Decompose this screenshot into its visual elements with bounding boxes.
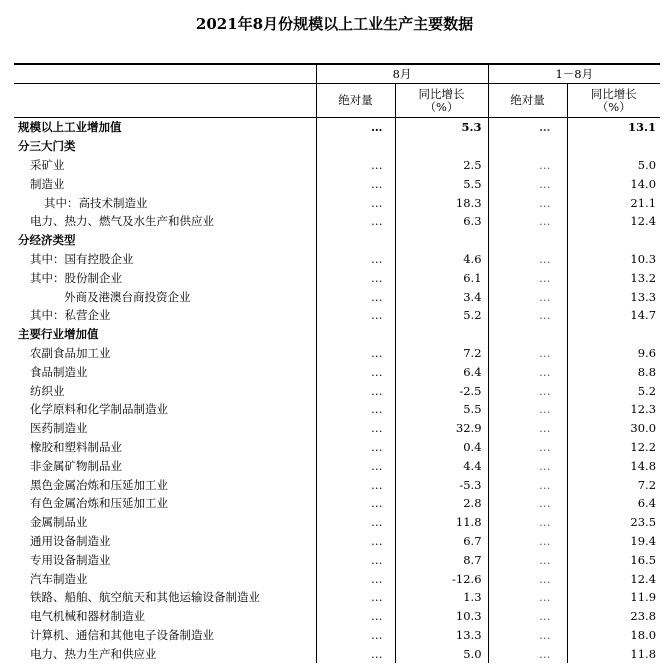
cell-abs-jan-aug: … [488, 250, 567, 269]
cell-abs-jan-aug: … [488, 588, 567, 607]
table-row [14, 607, 660, 626]
cell-yoy-jan-aug: 12.4 [567, 569, 660, 588]
row-label: 其中：国有控股企业 [30, 251, 134, 266]
cell-abs-august: … [316, 250, 395, 269]
cell-abs-jan-aug: … [488, 475, 567, 494]
table-row [14, 475, 660, 494]
row-label: 电力、热力生产和供应业 [30, 646, 157, 661]
header-yoy-jan-aug [567, 84, 660, 118]
cell-abs-jan-aug: … [488, 344, 567, 363]
cell-yoy-august: 5.0 [395, 644, 488, 663]
cell-abs-jan-aug: … [488, 268, 567, 287]
cell-abs-jan-aug: … [488, 626, 567, 645]
cell-yoy-august: 10.3 [395, 607, 488, 626]
table-row [14, 456, 660, 475]
cell-abs-august: … [316, 569, 395, 588]
cell-abs-jan-aug: … [488, 550, 567, 569]
cell-yoy-jan-aug: 13.1 [567, 118, 660, 137]
cell-abs-jan-aug: … [488, 607, 567, 626]
cell-abs-august: … [316, 381, 395, 400]
cell-yoy-august: 6.7 [395, 532, 488, 551]
cell-abs-august: … [316, 400, 395, 419]
cell-yoy-august: 7.2 [395, 344, 488, 363]
table-row [14, 268, 660, 287]
cell-yoy-august: -5.3 [395, 475, 488, 494]
cell-abs-jan-aug: … [488, 287, 567, 306]
header-yoy-unit: （%） [424, 99, 459, 114]
header-blank-2 [14, 84, 316, 118]
cell-abs-august: … [316, 118, 395, 137]
cell-yoy-august: 5.3 [395, 118, 488, 137]
cell-abs-jan-aug: … [488, 118, 567, 137]
cell-yoy-august: 8.7 [395, 550, 488, 569]
header-abs-august: 绝对量 [316, 84, 395, 118]
header-jan-aug: 1－8月 [488, 64, 660, 84]
cell-abs-august: … [316, 607, 395, 626]
row-label: 分三大门类 [18, 139, 76, 154]
cell-yoy-jan-aug: 21.1 [567, 193, 660, 212]
cell-abs-jan-aug: … [488, 156, 567, 175]
cell-yoy-august: 1.3 [395, 588, 488, 607]
cell-yoy-jan-aug: 12.3 [567, 400, 660, 419]
row-label: 铁路、船舶、航空航天和其他运输设备制造业 [30, 590, 260, 605]
header-yoy-august [395, 84, 488, 118]
table-row [14, 532, 660, 551]
row-label: 其中：高技术制造业 [44, 195, 148, 210]
cell-yoy-jan-aug: 30.0 [567, 419, 660, 438]
cell-yoy-jan-aug: 14.7 [567, 306, 660, 325]
cell-yoy-jan-aug: 16.5 [567, 550, 660, 569]
cell-abs-jan-aug: … [488, 306, 567, 325]
cell-yoy-jan-aug: 7.2 [567, 475, 660, 494]
table-row [14, 400, 660, 419]
cell-abs-august [316, 231, 395, 250]
cell-yoy-jan-aug: 13.2 [567, 268, 660, 287]
cell-abs-august: … [316, 475, 395, 494]
cell-yoy-jan-aug: 14.0 [567, 174, 660, 193]
cell-abs-jan-aug: … [488, 438, 567, 457]
row-label: 纺织业 [30, 383, 65, 398]
cell-abs-august [316, 325, 395, 344]
row-label: 医药制造业 [30, 421, 88, 436]
cell-yoy-august: 0.4 [395, 438, 488, 457]
cell-yoy-august: -12.6 [395, 569, 488, 588]
cell-yoy-jan-aug: 6.4 [567, 494, 660, 513]
cell-yoy-august: 11.8 [395, 513, 488, 532]
cell-yoy-august: -2.5 [395, 381, 488, 400]
cell-yoy-august [395, 137, 488, 156]
row-label: 主要行业增加值 [18, 327, 99, 342]
cell-yoy-august: 13.3 [395, 626, 488, 645]
header-yoy-label: 同比增长 [590, 86, 637, 101]
cell-abs-august: … [316, 306, 395, 325]
row-label: 食品制造业 [30, 364, 88, 379]
cell-abs-august: … [316, 644, 395, 663]
row-label: 制造业 [30, 176, 65, 191]
table-row [14, 419, 660, 438]
row-label: 分经济类型 [18, 233, 76, 248]
cell-yoy-august: 6.4 [395, 362, 488, 381]
row-label: 规模以上工业增加值 [18, 120, 122, 135]
row-label: 其中：股份制企业 [30, 270, 122, 285]
cell-yoy-jan-aug [567, 231, 660, 250]
row-label: 通用设备制造业 [30, 533, 111, 548]
cell-abs-jan-aug: … [488, 456, 567, 475]
cell-abs-august: … [316, 456, 395, 475]
cell-abs-august: … [316, 193, 395, 212]
cell-abs-august: … [316, 513, 395, 532]
header-blank [14, 64, 316, 84]
row-label: 电气机械和器材制造业 [30, 609, 145, 624]
cell-abs-august: … [316, 174, 395, 193]
cell-yoy-jan-aug: 23.5 [567, 513, 660, 532]
table-row [14, 212, 660, 231]
cell-abs-jan-aug [488, 137, 567, 156]
cell-yoy-jan-aug: 14.8 [567, 456, 660, 475]
cell-abs-jan-aug: … [488, 400, 567, 419]
cell-abs-august: … [316, 287, 395, 306]
header-yoy-label: 同比增长 [418, 86, 465, 101]
cell-yoy-jan-aug: 5.0 [567, 156, 660, 175]
table-row [14, 156, 660, 175]
cell-yoy-august [395, 231, 488, 250]
cell-abs-jan-aug: … [488, 644, 567, 663]
cell-yoy-jan-aug: 23.8 [567, 607, 660, 626]
table-row [14, 174, 660, 193]
table-header [14, 64, 660, 118]
table-row [14, 569, 660, 588]
row-label: 汽车制造业 [30, 571, 88, 586]
cell-abs-august: … [316, 532, 395, 551]
header-abs-jan-aug: 绝对量 [488, 84, 567, 118]
cell-abs-jan-aug: … [488, 174, 567, 193]
table-row [14, 626, 660, 645]
cell-abs-august: … [316, 438, 395, 457]
cell-yoy-august: 2.5 [395, 156, 488, 175]
cell-abs-august: … [316, 344, 395, 363]
cell-yoy-jan-aug: 13.3 [567, 287, 660, 306]
cell-abs-august: … [316, 626, 395, 645]
table-row [14, 287, 660, 306]
cell-abs-jan-aug: … [488, 381, 567, 400]
cell-yoy-august: 5.2 [395, 306, 488, 325]
table-row [14, 381, 660, 400]
cell-yoy-jan-aug [567, 325, 660, 344]
cell-yoy-august: 3.4 [395, 287, 488, 306]
cell-abs-august: … [316, 494, 395, 513]
cell-yoy-august: 5.5 [395, 174, 488, 193]
table-row [14, 513, 660, 532]
cell-abs-jan-aug: … [488, 362, 567, 381]
cell-abs-august: … [316, 362, 395, 381]
cell-yoy-jan-aug: 11.8 [567, 644, 660, 663]
row-label: 化学原料和化学制品制造业 [30, 402, 168, 417]
cell-yoy-jan-aug: 5.2 [567, 381, 660, 400]
cell-yoy-august: 32.9 [395, 419, 488, 438]
row-label: 其中：私营企业 [30, 308, 111, 323]
row-label: 专用设备制造业 [30, 552, 111, 567]
cell-yoy-jan-aug: 18.0 [567, 626, 660, 645]
row-label: 橡胶和塑料制品业 [30, 439, 122, 454]
section-row [14, 325, 660, 344]
table-row [14, 362, 660, 381]
cell-yoy-august: 18.3 [395, 193, 488, 212]
cell-yoy-jan-aug: 11.9 [567, 588, 660, 607]
table-row [14, 644, 660, 663]
cell-yoy-august: 6.1 [395, 268, 488, 287]
cell-abs-august [316, 137, 395, 156]
table-row [14, 306, 660, 325]
cell-abs-august: … [316, 550, 395, 569]
cell-abs-jan-aug: … [488, 193, 567, 212]
cell-abs-jan-aug: … [488, 532, 567, 551]
cell-abs-jan-aug [488, 325, 567, 344]
cell-yoy-august: 4.6 [395, 250, 488, 269]
table-row [14, 193, 660, 212]
cell-yoy-august: 2.8 [395, 494, 488, 513]
cell-yoy-jan-aug: 9.6 [567, 344, 660, 363]
cell-yoy-jan-aug: 10.3 [567, 250, 660, 269]
cell-abs-jan-aug [488, 231, 567, 250]
row-label: 计算机、通信和其他电子设备制造业 [30, 627, 214, 642]
row-label: 金属制品业 [30, 515, 88, 530]
cell-abs-august: … [316, 588, 395, 607]
row-label: 有色金属冶炼和压延加工业 [30, 496, 168, 511]
table-row [14, 438, 660, 457]
cell-abs-august: … [316, 212, 395, 231]
cell-yoy-august: 4.4 [395, 456, 488, 475]
page-title: 2021年8月份规模以上工业生产主要数据 [195, 15, 474, 33]
cell-yoy-august: 6.3 [395, 212, 488, 231]
row-label: 黑色金属冶炼和压延加工业 [30, 477, 168, 492]
cell-yoy-jan-aug: 12.2 [567, 438, 660, 457]
table-row [14, 588, 660, 607]
row-label: 外商及港澳台商投资企业 [64, 289, 191, 304]
header-yoy-unit: （%） [596, 99, 631, 114]
cell-yoy-jan-aug: 12.4 [567, 212, 660, 231]
header-august: 8月 [316, 64, 488, 84]
cell-abs-jan-aug: … [488, 569, 567, 588]
row-label: 农副食品加工业 [30, 345, 111, 360]
table-row [14, 118, 660, 137]
cell-yoy-jan-aug: 8.8 [567, 362, 660, 381]
cell-abs-august: … [316, 156, 395, 175]
cell-yoy-august: 5.5 [395, 400, 488, 419]
table-body [14, 118, 660, 664]
cell-abs-jan-aug: … [488, 494, 567, 513]
row-label: 采矿业 [30, 157, 65, 172]
cell-abs-august: … [316, 268, 395, 287]
section-row [14, 231, 660, 250]
cell-yoy-august [395, 325, 488, 344]
cell-abs-jan-aug: … [488, 212, 567, 231]
cell-yoy-jan-aug: 19.4 [567, 532, 660, 551]
table-row [14, 494, 660, 513]
table-row [14, 344, 660, 363]
table-row [14, 250, 660, 269]
cell-abs-jan-aug: … [488, 513, 567, 532]
row-label: 电力、热力、燃气及水生产和供应业 [30, 214, 214, 229]
table-row [14, 550, 660, 569]
data-table [14, 63, 660, 663]
cell-yoy-jan-aug [567, 137, 660, 156]
row-label: 非金属矿物制品业 [30, 458, 122, 473]
section-row [14, 137, 660, 156]
cell-abs-august: … [316, 419, 395, 438]
cell-abs-jan-aug: … [488, 419, 567, 438]
